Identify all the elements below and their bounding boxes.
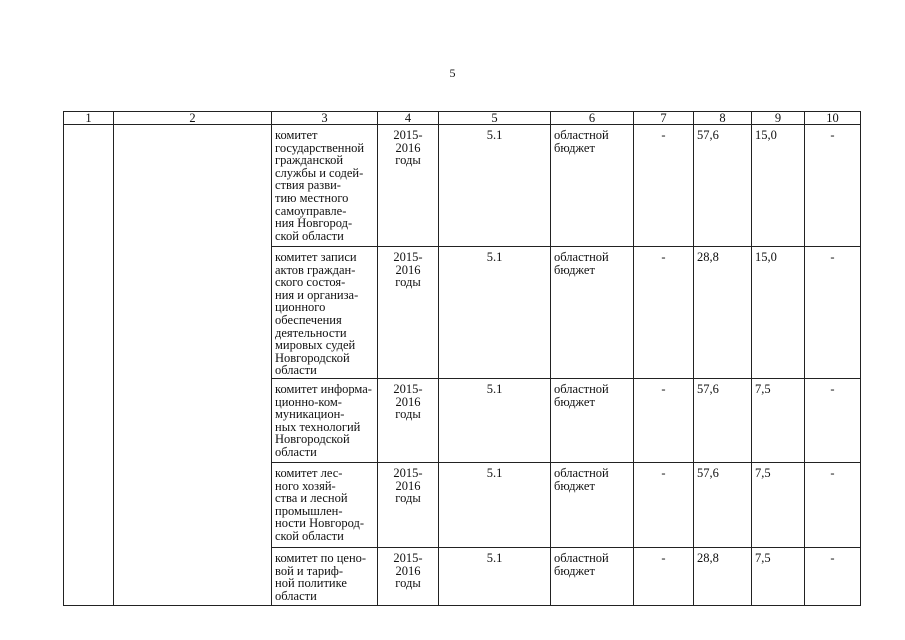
cell-line: бюджет [554,262,595,277]
cell-line: комитет информа- [275,381,372,396]
cell-line: областной [554,550,609,565]
cell-line: годы [395,407,421,422]
cell-line: самоуправле- [275,203,347,218]
cell-col10: - [805,378,861,462]
cell-line: промышлен- [275,503,343,518]
cell-line: мировых судей [275,338,356,353]
cell-line: ния и организа- [275,287,359,302]
cell-line: государственной [275,140,365,155]
cell-line: 2015- [393,250,423,264]
cell-line: областной [554,250,609,264]
cell-col5: 5.1 [439,378,551,462]
cell-col7: - [634,547,694,605]
cell-line: ного хозяй- [275,478,336,493]
cell-col5: 5.1 [439,125,551,247]
cell-col9: 7,5 [752,462,805,547]
cell-line: областной [554,381,609,396]
cell-col4 [378,247,439,379]
cell-line: актов граждан- [275,262,356,277]
cell-line: деятельности [275,325,347,340]
cell-col9: 7,5 [752,547,805,605]
cell-line: Новгородской [275,432,350,447]
cell-line: 2016 [395,394,421,409]
cell-line: обеспечения [275,312,342,327]
cell-col7: - [634,378,694,462]
cell-line: тию местного [275,190,349,205]
cell-line: 2015- [393,550,423,565]
cell-line: 2016 [395,262,421,277]
cell-line: ционно-ком- [275,394,342,409]
cell-line: области [275,363,317,378]
cell-line: области [275,588,317,603]
cell-line: комитет записи [275,250,357,264]
column-header-5: 5 [439,112,551,125]
cell-line: 2015- [393,381,423,396]
cell-line: ской области [275,228,344,243]
cell-col9: 15,0 [752,247,805,379]
cell-col6 [551,462,634,547]
cell-line: ской области [275,528,344,543]
cell-line: годы [395,576,421,591]
cell-line: ства и лесной [275,491,348,506]
cell-col3 [272,547,378,605]
cell-col3 [272,462,378,547]
cell-col10: - [805,462,861,547]
cell-line: гражданской [275,153,344,168]
cell-col5: 5.1 [439,462,551,547]
cell-line: вой и тариф- [275,563,344,578]
column-header-2: 2 [114,112,272,125]
cell-col7: - [634,247,694,379]
cell-col4 [378,125,439,247]
cell-line: 2016 [395,478,421,493]
cell-col9: 15,0 [752,125,805,247]
cell-line: ского состоя- [275,275,346,290]
cell-line: ности Новгород- [275,516,364,531]
column-header-1: 1 [64,112,114,125]
cell-col7: - [634,462,694,547]
cell-line: бюджет [554,478,595,493]
cell-line: службы и содей- [275,165,364,180]
cell-line: 2016 [395,563,421,578]
column-header-8: 8 [694,112,752,125]
table-row [64,125,861,247]
cell-col9: 7,5 [752,378,805,462]
budget-table [63,111,861,606]
cell-line: бюджет [554,140,595,155]
cell-line: комитет лес- [275,465,343,480]
cell-line: ных технологий [275,419,361,434]
cell-col8: 57,6 [694,462,752,547]
cell-col3 [272,247,378,379]
cell-line: ствия разви- [275,178,341,193]
cell-line: ной политике [275,576,347,591]
cell-col10: - [805,247,861,379]
cell-line: 2015- [393,465,423,480]
cell-col6 [551,547,634,605]
cell-line: бюджет [554,563,595,578]
column-header-6: 6 [551,112,634,125]
cell-col7: - [634,125,694,247]
cell-line: годы [395,275,421,290]
cell-line: областной [554,465,609,480]
column-header-3: 3 [272,112,378,125]
cell-line: 2016 [395,140,421,155]
cell-col5: 5.1 [439,547,551,605]
cell-col10: - [805,547,861,605]
cell-line: ционного [275,300,326,315]
cell-col6 [551,247,634,379]
cell-col10: - [805,125,861,247]
column-header-9: 9 [752,112,805,125]
cell-col8: 28,8 [694,547,752,605]
cell-line: области [275,444,317,459]
cell-line: годы [395,153,421,168]
header-row [64,112,861,125]
page-number: 5 [449,66,456,80]
cell-line: бюджет [554,394,595,409]
cell-col3 [272,125,378,247]
column-header-4: 4 [378,112,439,125]
cell-col6 [551,125,634,247]
cell-col4 [378,378,439,462]
cell-col8: 57,6 [694,125,752,247]
cell-line: областной [554,128,609,142]
column-header-7: 7 [634,112,694,125]
cell-line: комитет [275,128,318,142]
cell-col1-empty [64,125,114,606]
cell-col4 [378,547,439,605]
cell-col8: 57,6 [694,378,752,462]
table-body [64,125,861,606]
cell-line: Новгородской [275,350,350,365]
column-header-10: 10 [805,112,861,125]
cell-col8: 28,8 [694,247,752,379]
cell-line: 2015- [393,128,423,142]
cell-col2-empty [114,125,272,606]
cell-col6 [551,378,634,462]
cell-col4 [378,462,439,547]
cell-line: комитет по цено- [275,550,367,565]
cell-line: годы [395,491,421,506]
cell-col5: 5.1 [439,247,551,379]
cell-line: ния Новгород- [275,216,353,231]
cell-col3 [272,378,378,462]
cell-line: муникацион- [275,407,345,422]
